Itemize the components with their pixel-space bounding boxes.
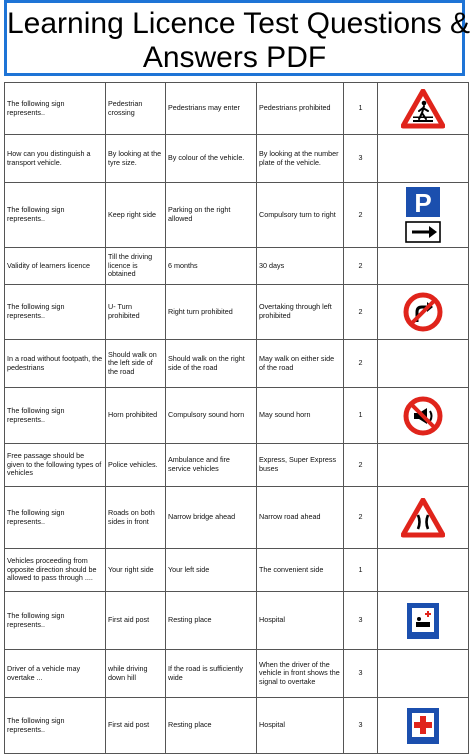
option-b-cell: Pedestrians may enter [166,83,257,135]
sign-cell [378,698,469,754]
option-c-cell: Overtaking through left prohibited [257,285,344,340]
option-b-cell: If the road is sufficiently wide [166,650,257,698]
option-a-cell: First aid post [106,592,166,650]
option-b-cell: Compulsory sound horn [166,388,257,444]
question-cell: The following sign represents.. [5,698,106,754]
question-cell: The following sign represents.. [5,388,106,444]
option-b-cell: Ambulance and fire service vehicles [166,444,257,487]
sign-cell [378,549,469,592]
table-row [5,698,469,754]
question-cell: The following sign represents.. [5,487,106,549]
option-c-cell: May sound horn [257,388,344,444]
answer-cell: 1 [344,549,378,592]
page-header [4,0,471,76]
option-b-cell: Narrow bridge ahead [166,487,257,549]
answer-cell: 2 [344,248,378,285]
option-b-cell: Your left side [166,549,257,592]
question-cell: How can you distinguish a transport vehicle. [5,135,106,183]
parking-right-sign-icon [403,186,443,244]
svg-text:P: P [414,188,432,218]
option-c-cell: Hospital [257,592,344,650]
table-row [5,487,469,549]
table-row [5,388,469,444]
sign-cell [378,83,469,135]
answer-cell: 2 [344,183,378,248]
sign-cell [378,183,469,248]
sign-cell [378,285,469,340]
option-a-cell: Police vehicles. [106,444,166,487]
answer-cell: 2 [344,340,378,388]
answer-cell: 2 [344,444,378,487]
table-row [5,340,469,388]
sign-cell [378,592,469,650]
option-a-cell: First aid post [106,698,166,754]
hospital-sign-icon [405,706,441,746]
option-c-cell: Express, Super Express buses [257,444,344,487]
option-c-cell: Hospital [257,698,344,754]
sign-cell [378,340,469,388]
option-a-cell: Keep right side [106,183,166,248]
option-b-cell: 6 months [166,248,257,285]
answer-cell: 3 [344,135,378,183]
option-c-cell: By looking at the number plate of the vehicle. [257,135,344,183]
table-row [5,248,469,285]
table-row [5,83,469,135]
narrow-bridge-sign-icon [401,498,445,538]
answer-cell: 3 [344,592,378,650]
option-a-cell: while driving down hill [106,650,166,698]
table-row [5,650,469,698]
question-cell: Validity of learners licence [5,248,106,285]
option-a-cell: By looking at the tyre size. [106,135,166,183]
option-b-cell: Right turn prohibited [166,285,257,340]
option-a-cell: U- Turn prohibited [106,285,166,340]
answer-cell: 2 [344,487,378,549]
answer-cell: 1 [344,388,378,444]
option-c-cell: When the driver of the vehicle in front shows the signal to overtake [257,650,344,698]
option-a-cell: Your right side [106,549,166,592]
sign-cell [378,388,469,444]
table-row [5,444,469,487]
option-a-cell: Roads on both sides in front [106,487,166,549]
page-title-line1: Learning Licence Test Questions & [7,7,471,40]
option-c-cell: 30 days [257,248,344,285]
page-title-line2: Answers PDF [142,41,327,74]
question-cell: The following sign represents.. [5,285,106,340]
questions-table [4,82,469,754]
option-a-cell: Horn prohibited [106,388,166,444]
option-b-cell: Resting place [166,592,257,650]
sign-cell [378,650,469,698]
option-c-cell: Pedestrians prohibited [257,83,344,135]
option-c-cell: May walk on either side of the road [257,340,344,388]
first-aid-post-sign-icon [405,601,441,641]
option-c-cell: The convenient side [257,549,344,592]
table-row [5,135,469,183]
answer-cell: 1 [344,83,378,135]
option-a-cell: Till the driving licence is obtained [106,248,166,285]
option-b-cell: Should walk on the right side of the road [166,340,257,388]
sign-cell [378,135,469,183]
option-b-cell: By colour of the vehicle. [166,135,257,183]
table-row [5,549,469,592]
table-row [5,183,469,248]
question-cell: In a road without footpath, the pedestrians [5,340,106,388]
question-cell: The following sign represents.. [5,183,106,248]
option-a-cell: Should walk on the left side of the road [106,340,166,388]
pedestrian-crossing-sign-icon [401,89,445,129]
option-b-cell: Resting place [166,698,257,754]
right-turn-prohibited-sign-icon [403,292,443,332]
option-c-cell: Compulsory turn to right [257,183,344,248]
question-cell: The following sign represents.. [5,83,106,135]
table-row [5,285,469,340]
answer-cell: 2 [344,285,378,340]
option-a-cell: Pedestrian crossing [106,83,166,135]
question-cell: Vehicles proceeding from opposite direction should be allowed to pass through .... [5,549,106,592]
horn-prohibited-sign-icon [403,396,443,436]
table-row [5,592,469,650]
answer-cell: 3 [344,650,378,698]
option-c-cell: Narrow road ahead [257,487,344,549]
option-b-cell: Parking on the right allowed [166,183,257,248]
question-cell: The following sign represents.. [5,592,106,650]
question-cell: Free passage should be given to the following types of vehicles [5,444,106,487]
sign-cell [378,444,469,487]
answer-cell: 3 [344,698,378,754]
sign-cell [378,248,469,285]
question-cell: Driver of a vehicle may overtake ... [5,650,106,698]
sign-cell [378,487,469,549]
